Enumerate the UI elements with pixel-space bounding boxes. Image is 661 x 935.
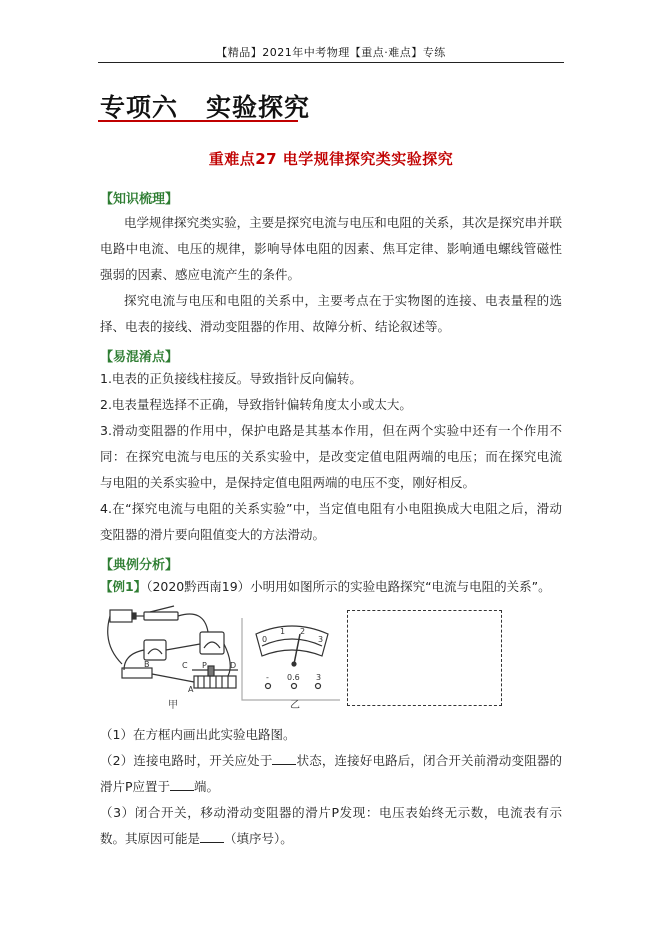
figure-label-yi: 乙 [290,700,300,710]
question-2-part-b: 状态，连接好电路后，闭合开关前滑动变阻器的滑片P应置于 [100,753,562,794]
battery-shape [110,610,132,622]
voltmeter-shape [144,640,166,660]
example-label: 【例1】 [100,579,147,594]
confusion-item-1: 1.电表的正负接线柱接反。导致指针反向偏转。 [100,371,362,386]
terminal-d-label: D [230,661,237,670]
example-1 [100,574,562,600]
answer-blank-switch-state[interactable] [272,752,296,765]
confusion-item-2: 2.电表量程选择不正确，导致指针偏转角度太小或太大。 [100,397,412,412]
ammeter-shape [200,632,224,654]
switch-shape [144,612,178,620]
question-3-part-b: （填序号）。 [224,831,293,846]
terminal-c-label: C [182,661,188,670]
answer-blank-slider-end[interactable] [170,778,194,791]
section-title-underline [98,120,298,122]
answer-blank-cause[interactable] [200,830,224,843]
knowledge-paragraph-1: 电学规律探究类实验，主要是探究电流与电压和电阻的关系，其次是探究串并联电路中电流、电压的规律，影响导体电阻的因素、焦耳定律、影响通电螺线管磁性强弱的因素、感应电流产生的条件。 [100,215,562,282]
section-title-name: 实验探究 [206,93,311,122]
scale-0-label: 0 [262,635,268,644]
question-3-part-a: （3）闭合开关，移动滑动变阻器的滑片P发现：电压表始终无示数，电流表有示数。其原因可能是 [100,805,562,846]
terminal-a-label: A [188,685,194,694]
terminal-b-label: B [144,660,150,669]
question-2-part-c: 端。 [194,779,220,794]
section-title-number: 专项六 [100,93,179,122]
terminal-p-label: P [202,661,207,670]
question-3 [100,800,562,852]
confusion-tag: 【易混淆点】 [100,350,179,365]
scale-1-label: 1 [280,627,286,636]
confusion-item-4: 4.在“探究电流与电阻的关系实验”中，当定值电阻有小电阻换成大电阻之后，滑动变阻器的滑片要向阻值变大的方法滑动。 [100,501,562,542]
scale-3-label: 3 [318,635,324,644]
resistor-shape [122,668,152,678]
answer-drawing-box[interactable] [347,610,502,706]
page-header: 【精品】2021年中考物理【重点·难点】专练 [216,46,446,59]
knowledge-tag: 【知识梳理】 [100,192,179,207]
question-2-part-a: （2）连接电路时，开关应处于 [100,753,273,768]
question-1: （1）在方框内画出此实验电路图。 [100,727,296,742]
figure-label-jia: 甲 [168,700,178,710]
rheostat-shape [194,676,236,688]
analysis-tag: 【典例分析】 [100,558,179,573]
question-2 [100,748,562,800]
circuit-figure [104,604,344,710]
scale-2-label: 2 [300,627,306,636]
terminal-minus-label: - [266,673,269,682]
terminal-3-label: 3 [316,673,322,682]
knowledge-paragraph-2: 探究电流与电压和电阻的关系中，主要考点在于实物图的连接、电表量程的选择、电表的接线、滑动变阻器的作用、故障分析、结论叙述等。 [100,293,562,334]
terminal-0.6-label: 0.6 [287,673,300,682]
example-text: （2020黔西南19）小明用如图所示的实验电路探究“电流与电阻的关系”。 [146,579,551,594]
header-divider [98,62,564,63]
main-title: 重难点27 电学规律探究类实验探究 [208,150,454,168]
confusion-item-3: 3.滑动变阻器的作用中，保护电路是其基本作用，但在两个实验中还有一个作用不同：在探究电流与电压的关系实验中，是改变定值电阻两端的电压；而在探究电流与电阻的关系实验中，是保持定值电阻两端的电压不变，刚好相反。 [100,423,562,490]
